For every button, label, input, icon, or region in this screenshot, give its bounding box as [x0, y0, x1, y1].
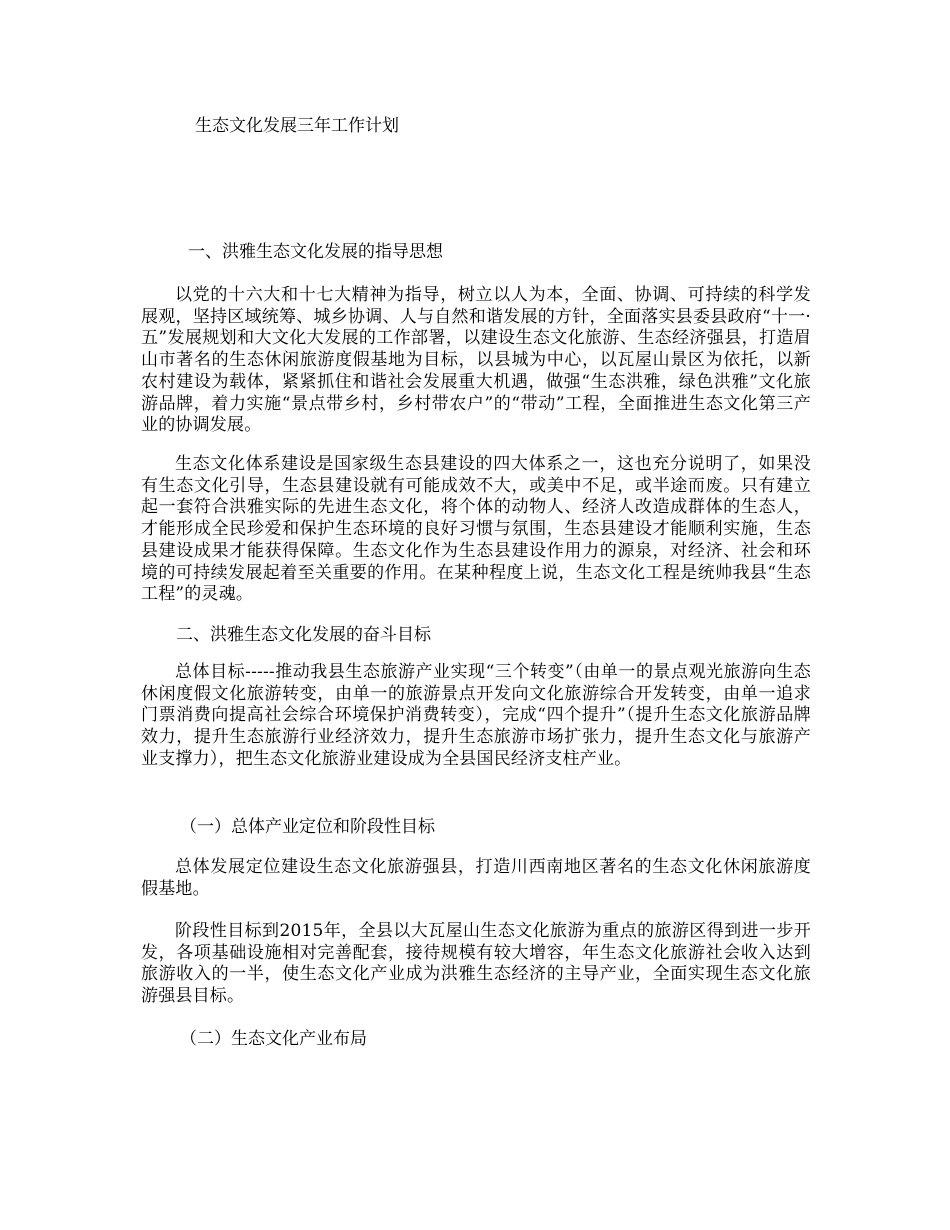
paragraph-overall-goal: 总体目标-----推动我县生态旅游产业实现“三个转变”（由单一的景点观光旅游向生态休闲度假文化旅游转变，由单一的旅游景点开发向文化旅游综合开发转变，由单一追求门票消费向提高社会综合环境保护消费转变），完成“四个提升”（提升生态文化旅游品牌效力，提升生态旅游行业经济效力，提升生态旅游市场扩张力，提升生态文化与旅游产业支撑力），把生态文化旅游业建设成为全县国民经济支柱产业。	[141, 662, 811, 769]
subsection-heading-industry-layout: （二）生态文化产业布局	[180, 1029, 367, 1049]
section-heading-goals: 二、洪雅生态文化发展的奋斗目标	[176, 625, 431, 645]
paragraph-guiding-ideology: 以党的十六大和十七大精神为指导，树立以人为本，全面、协调、可持续的科学发展观，坚持区域统筹、城乡协调、人与自然和谐发展的方针，全面落实县委县政府“十一·五”发展规划和大文化大发展的工作部署，以建设生态文化旅游、生态经济强县，打造眉山市著名的生态休闲旅游度假基地为目标，以县城为中心，以瓦屋山景区为依托，以新农村建设为载体，紧紧抓住和谐社会发展重大机遇，做强“生态洪雅，绿色洪雅”文化旅游品牌，着力实施“景点带乡村，乡村带农户”的“带动”工程，全面推进生态文化第三产业的协调发展。	[141, 285, 811, 436]
paragraph-ecological-culture-system: 生态文化体系建设是国家级生态县建设的四大体系之一，这也充分说明了，如果没有生态文化引导，生态县建设就有可能成效不大，或美中不足，或半途而废。只有建立起一套符合洪雅实际的先进生态文化，将个体的动物人、经济人改造成群体的生态人，才能形成全民珍爱和保护生态环境的良好习惯与氛围，生态县建设才能顺利实施，生态县建设成果才能获得保障。生态文化作为生态县建设作用力的源泉，对经济、社会和环境的可持续发展起着至关重要的作用。在某种程度上说，生态文化工程是统帅我县“生态工程”的灵魂。	[141, 454, 811, 605]
subsection-heading-positioning: （一）总体产业定位和阶段性目标	[180, 817, 435, 837]
paragraph-stage-goal: 阶段性目标到2015年，全县以大瓦屋山生态文化旅游为重点的旅游区得到进一步开发，各项基础设施相对完善配套，接待规模有较大增容，年生态文化旅游社会收入达到旅游收入的一半，使生态文化产业成为洪雅生态经济的主导产业，全面实现生态文化旅游强县目标。	[141, 921, 811, 1007]
section-heading-guiding-ideology: 一、洪雅生态文化发展的指导思想	[188, 242, 443, 262]
page-title: 生态文化发展三年工作计划	[195, 116, 399, 136]
paragraph-overall-positioning: 总体发展定位建设生态文化旅游强县，打造川西南地区著名的生态文化休闲旅游度假基地。	[141, 857, 811, 899]
